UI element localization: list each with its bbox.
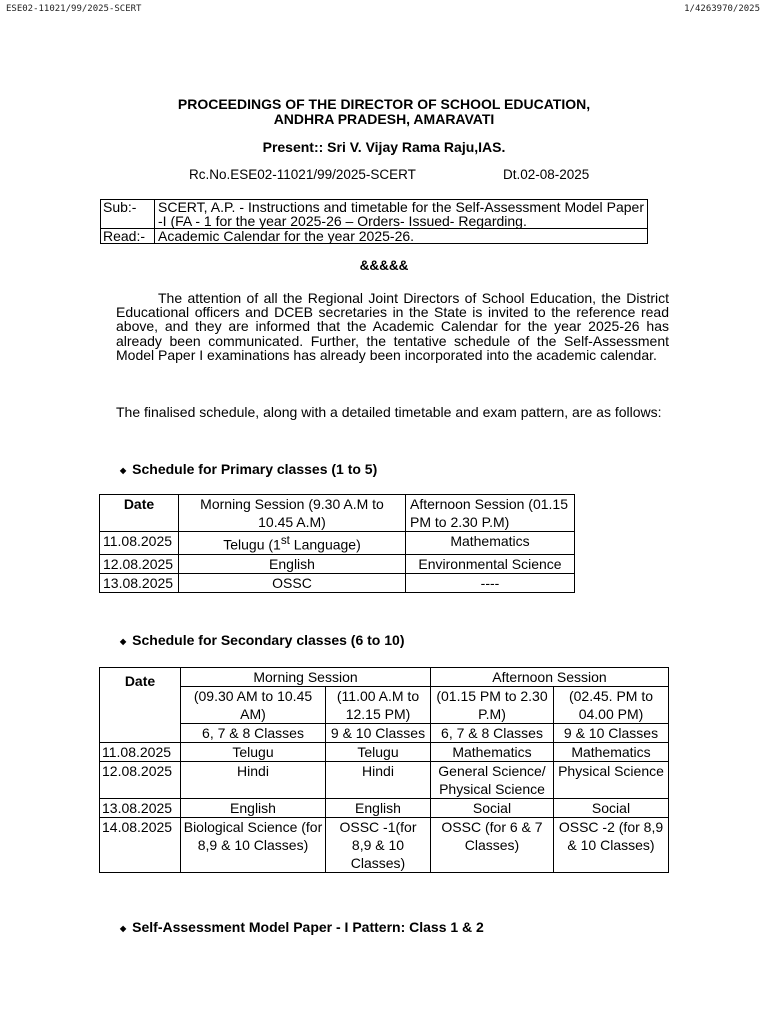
subject-label: Sub:- [101, 200, 155, 229]
paragraph-attention: The attention of all the Regional Joint Directors of School Education, the District Educational officers and DCEB secretaries in the State is invited to the reference read above, and they are informed that the Academic Calendar for the year 2025-26 has already been communicated. Further, the tentative schedule of the Self-Assessment Model Paper I examinations has already been incorporated into the academic calendar. [116, 290, 669, 363]
separator: &&&&& [359, 258, 409, 273]
subject-row [101, 200, 648, 229]
subject-cell: Hindi [326, 762, 431, 799]
morning-cell: OSSC [179, 573, 406, 592]
subject-cell: Telugu [181, 743, 326, 762]
column-header-afternoon: Afternoon Session (01.15 PM to 2.30 P.M) [406, 495, 575, 532]
subject-cell: Physical Science [554, 762, 669, 799]
date-cell: 14.08.2025 [100, 818, 181, 873]
table-header-row [100, 495, 575, 532]
date-cell: 13.08.2025 [100, 573, 179, 592]
classes-cell: 9 & 10 Classes [326, 724, 431, 743]
primary-schedule-table [99, 494, 575, 593]
date-cell: 12.08.2025 [100, 762, 181, 799]
read-row [101, 229, 648, 244]
column-header-date: Date [100, 668, 181, 743]
proceedings-title-line2: ANDHRA PRADESH, AMARAVATI [273, 111, 495, 127]
subject-cell: Mathematics [554, 743, 669, 762]
date-cell: 13.08.2025 [100, 799, 181, 818]
proceedings-title-line1: PROCEEDINGS OF THE DIRECTOR OF SCHOOL EDUCATION, [177, 96, 591, 112]
read-text: Academic Calendar for the year 2025-26. [155, 229, 648, 244]
subject-cell: Hindi [181, 762, 326, 799]
subject-table [100, 199, 648, 244]
bullet-icon: ◆ [120, 923, 127, 933]
classes-cell: 6, 7 & 8 Classes [181, 724, 326, 743]
date-cell: 11.08.2025 [100, 532, 179, 555]
subject-cell: Mathematics [431, 743, 554, 762]
section-secondary-heading: ◆ Schedule for Secondary classes (6 to 10) [120, 632, 405, 648]
afternoon-cell: Mathematics [406, 532, 575, 555]
table-row [100, 573, 575, 592]
reference-date: Dt.02-08-2025 [503, 167, 590, 182]
date-cell: 11.08.2025 [100, 743, 181, 762]
section-primary-heading: ◆ Schedule for Primary classes (1 to 5) [120, 461, 378, 477]
table-header-row [100, 724, 669, 743]
subject-text: SCERT, A.P. - Instructions and timetable for the Self-Assessment Model Paper -I (FA - 1 for the year 2025-26 – Orders- Issued- Regarding. [155, 200, 648, 229]
table-row [100, 532, 575, 555]
afternoon-cell: ---- [406, 573, 575, 592]
header-page-number: 1/4263970/2025 [684, 4, 760, 14]
date-cell: 12.08.2025 [100, 554, 179, 573]
afternoon-cell: Environmental Science [406, 554, 575, 573]
table-row [100, 818, 669, 873]
subject-cell: English [326, 799, 431, 818]
table-header-row [100, 687, 669, 724]
table-header-row [100, 668, 669, 687]
subject-cell: OSSC -2 (for 8,9 & 10 Classes) [554, 818, 669, 873]
secondary-schedule-table [99, 667, 669, 873]
column-header-morning: Morning Session [181, 668, 431, 687]
table-row [100, 762, 669, 799]
column-header-date: Date [100, 495, 179, 532]
reference-number: Rc.No.ESE02-11021/99/2025-SCERT [189, 167, 416, 182]
timing-cell: (11.00 A.M to 12.15 PM) [326, 687, 431, 724]
timing-cell: (01.15 PM to 2.30 P.M) [431, 687, 554, 724]
morning-cell: English [179, 554, 406, 573]
timing-cell: (02.45. PM to 04.00 PM) [554, 687, 669, 724]
read-label: Read:- [101, 229, 155, 244]
subject-cell: English [181, 799, 326, 818]
subject-cell: OSSC -1(for 8,9 & 10 Classes) [326, 818, 431, 873]
header-file-number: ESE02-11021/99/2025-SCERT [6, 4, 142, 14]
subject-cell: General Science/ Physical Science [431, 762, 554, 799]
table-row [100, 743, 669, 762]
table-row [100, 799, 669, 818]
section-pattern-heading: ◆ Self-Assessment Model Paper - I Pattern: Class 1 & 2 [120, 919, 484, 935]
paragraph-finalised: The finalised schedule, along with a detailed timetable and exam pattern, are as follows: [116, 404, 662, 420]
table-row [100, 554, 575, 573]
timing-cell: (09.30 AM to 10.45 AM) [181, 687, 326, 724]
column-header-afternoon: Afternoon Session [431, 668, 669, 687]
classes-cell: 6, 7 & 8 Classes [431, 724, 554, 743]
subject-cell: Social [431, 799, 554, 818]
subject-cell: OSSC (for 6 & 7 Classes) [431, 818, 554, 873]
classes-cell: 9 & 10 Classes [554, 724, 669, 743]
subject-cell: Telugu [326, 743, 431, 762]
bullet-icon: ◆ [120, 636, 127, 646]
subject-cell: Biological Science (for 8,9 & 10 Classes) [181, 818, 326, 873]
morning-cell: Telugu (1st Language) [179, 532, 406, 555]
bullet-icon: ◆ [120, 465, 127, 475]
present-officer: Present:: Sri V. Vijay Rama Raju,IAS. [262, 139, 506, 155]
column-header-morning: Morning Session (9.30 A.M to 10.45 A.M) [179, 495, 406, 532]
subject-cell: Social [554, 799, 669, 818]
